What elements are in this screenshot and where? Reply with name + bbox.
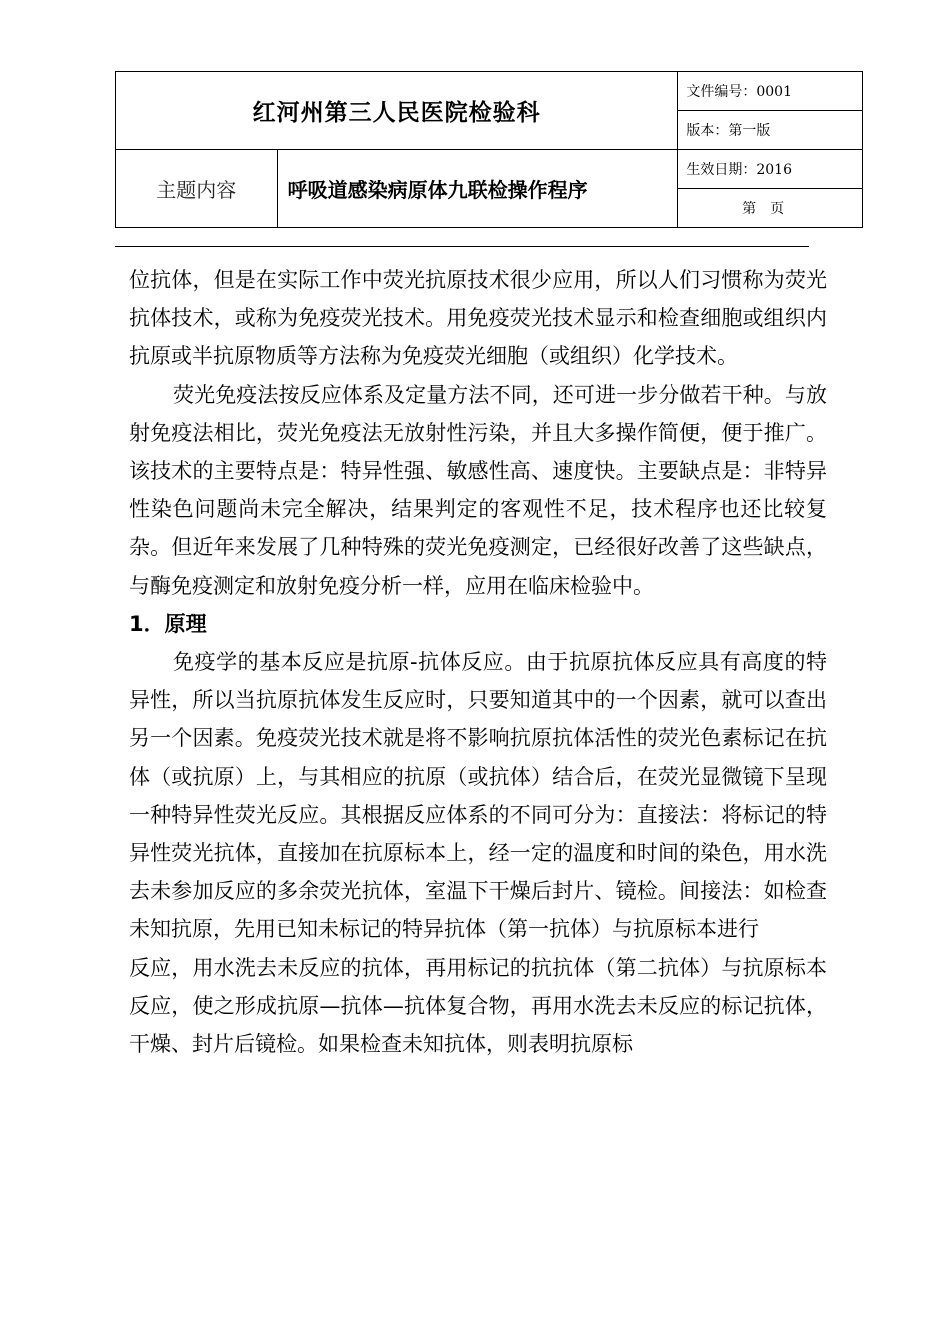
page-number: 第页 <box>678 189 863 228</box>
body-paragraph: 荧光免疫法按反应体系及定量方法不同，还可进一步分做若干种。与放射免疫法相比，荧光免疫法无放射性污染，并且大多操作简便，便于推广。该技术的主要特点是：特异性强、敏感性高、速度快。主要缺点是：非特异性染色问题尚未完全解决，结果判定的客观性不足，技术程序也还比较复杂。但近年来发展了几种特殊的荧光免疫测定，已经很好改善了这些缺点，与酶免疫测定和放射免疫分析一样，应用在临床检验中。 <box>129 382 827 598</box>
document-version: 版本：第一版 <box>678 111 863 150</box>
section-heading: 1．原理 <box>129 611 207 636</box>
hospital-department-name: 红河州第三人民医院检验科 <box>116 72 678 150</box>
topic-label: 主题内容 <box>116 150 278 228</box>
effective-date: 生效日期：2016 <box>678 150 863 189</box>
body-paragraph: 反应，用水洗去未反应的抗体，再用标记的抗抗体（第二抗体）与抗原标本反应，使之形成抗原—抗体—抗体复合物，再用水洗去未反应的标记抗体，干燥、封片后镜检。如果检查未知抗体，则表明抗原标 <box>129 955 827 1057</box>
document-header-table <box>115 71 863 228</box>
procedure-title: 呼吸道感染病原体九联检操作程序 <box>277 150 678 228</box>
body-paragraph: 免疫学的基本反应是抗原-抗体反应。由于抗原抗体反应具有高度的特异性，所以当抗原抗体发生反应时，只要知道其中的一个因素，就可以查出另一个因素。免疫荧光技术就是将不影响抗原抗体活性的荧光色素标记在抗体（或抗原）上，与其相应的抗原（或抗体）结合后，在荧光显微镜下呈现一种特异性荧光反应。其根据反应体系的不同可分为：直接法：将标记的特异性荧光抗体，直接加在抗原标本上，经一定的温度和时间的染色，用水洗去未参加反应的多余荧光抗体，室温下干燥后封片、镜检。间接法：如检查未知抗原，先用已知未标记的特异抗体（第一抗体）与抗原标本进行 <box>129 650 827 942</box>
document-body <box>129 261 827 1063</box>
body-paragraph: 位抗体，但是在实际工作中荧光抗原技术很少应用，所以人们习惯称为荧光抗体技术，或称为免疫荧光技术。用免疫荧光技术显示和检查细胞或组织内抗原或半抗原物质等方法称为免疫荧光细胞（或组织）化学技术。 <box>129 268 827 369</box>
header-divider <box>115 246 809 247</box>
document-number: 文件编号：0001 <box>678 72 863 111</box>
